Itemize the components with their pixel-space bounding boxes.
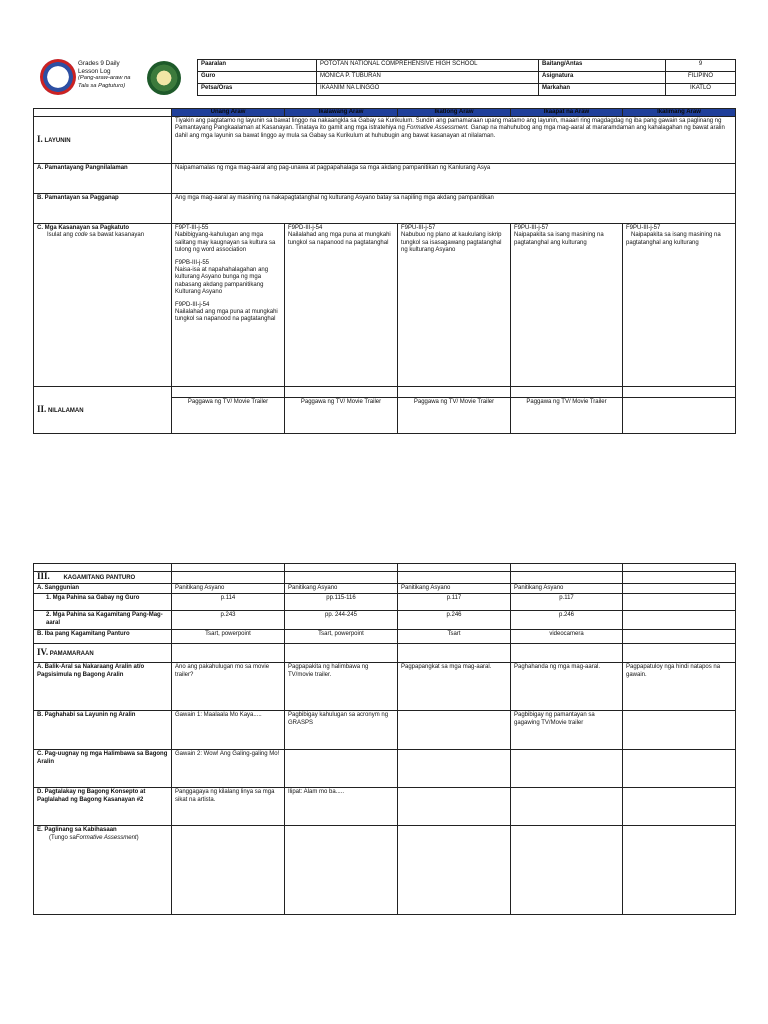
competency-text: Nailalahad ang mga puna at mungkahi tungkol sa napanood na pagtatanghal (175, 309, 278, 323)
paghahabi-label: B. Paghahabi sa Layunin ng Aralin (34, 711, 172, 750)
competency-code: F9PD-III-j-54 (175, 302, 210, 309)
blank-cell (623, 387, 736, 398)
paglinang-heading (34, 826, 172, 915)
blank-cell (398, 644, 511, 663)
section-label: NILALAMAN (47, 407, 84, 414)
kasanayan-day3 (398, 224, 511, 387)
pangmag-label: 2. Mga Pahina sa Kagamitang Pang-Mag-aaral (34, 611, 172, 630)
blank-cell (285, 644, 398, 663)
balik-aral-cell: Ano ang pakahulugan mo sa movie trailer? (172, 663, 285, 711)
sanggunian-cell: Panitikang Asyano (511, 584, 623, 594)
pangmag-cell: p.246 (511, 611, 623, 630)
subject-label: Asignatura (539, 72, 666, 84)
pangmag-cell: p.246 (398, 611, 511, 630)
grade-value: 9 (666, 60, 736, 72)
paghahabi-cell (623, 711, 736, 750)
date-value: IKAANIM NA LINGGO (317, 84, 539, 96)
blank-cell (34, 564, 172, 572)
kasanayan-day5 (623, 224, 736, 387)
pag-uugnay-cell (511, 750, 623, 788)
pagganap-label: B. Pamantayan sa Pagganap (34, 194, 172, 224)
blank-cell (172, 387, 285, 398)
iba-cell: Tsart, powerpoint (285, 630, 398, 644)
subject-value: FILIPINO (666, 72, 736, 84)
blank-cell (285, 826, 398, 915)
blank-cell (623, 826, 736, 915)
layunin-text-italic: Formative Assessment. (406, 125, 469, 132)
competency-text: Naisa-isa at napahahalagahan ang kulturang Asyano bunga ng mga nabasang akdang pampanitikang Kulturang Asyano (175, 267, 269, 295)
nilalaman-cell: Paggawa ng TV/ Movie Trailer (285, 398, 398, 434)
title-line: Grades 9 Daily (78, 60, 120, 67)
kasanayan-label: C. Mga Kasanayan sa Pagkatuto (37, 225, 130, 232)
pangnilalaman-label: A. Pamantayang Pangnilalaman (34, 164, 172, 194)
competency-code: F9PU-III-j-57 (401, 225, 436, 232)
balik-aral-cell: Pagpapatuloy nga hindi natapos na gawain. (623, 663, 736, 711)
quarter-value: IKATLO (666, 84, 736, 96)
competency-code: F9PT-III-j-55 (175, 225, 209, 232)
balik-aral-cell: Paghahanda ng mga mag-aaral. (511, 663, 623, 711)
pagganap-text: Ang mga mag-aaral ay masining na nakapagtatanghal ng kulturang Asyano batay sa napiling mga akdang pampanitikan (172, 194, 736, 224)
quarter-label: Markahan (539, 84, 666, 96)
nilalaman-cell: Paggawa ng TV/ Movie Trailer (511, 398, 623, 434)
section-number: III. (37, 571, 50, 581)
paghahabi-cell: Pagbibigay kahulugan sa acronym ng GRASPS (285, 711, 398, 750)
competency-code: F9PB-III-j-55 (175, 260, 210, 267)
kasanayan-sub-italic: code (74, 232, 88, 239)
pag-uugnay-cell: Gawain 2: Wow! Ang Galing-galing Mo! (172, 750, 285, 788)
title-line: Lesson Log (78, 67, 111, 75)
kasanayan-day1 (172, 224, 285, 387)
kagamitan-heading (34, 572, 172, 584)
gabay-cell: p.114 (172, 594, 285, 611)
blank-cell (398, 826, 511, 915)
title-line: (Pang-araw-araw na (78, 75, 131, 82)
nilalaman-cell: Paggawa ng TV/ Movie Trailer (172, 398, 285, 434)
pagtalakay-cell: Ilipat: Alam mo ba..... (285, 788, 398, 826)
gabay-cell: p.117 (511, 594, 623, 611)
blank-cell (623, 398, 736, 434)
blank-cell (511, 564, 623, 572)
competency-code: F9PU-III-j-57 (514, 225, 549, 232)
blank-cell (285, 572, 398, 584)
blank-cell (398, 387, 511, 398)
day-header: Unang Araw (172, 109, 285, 117)
blank-cell (623, 572, 736, 584)
paglinang-sub-part: (Tungo sa (49, 834, 76, 841)
blank-cell (623, 630, 736, 644)
pagtalakay-cell (398, 788, 511, 826)
section-number: IV. (37, 646, 49, 657)
blank-cell (623, 611, 736, 630)
grade-label: Baitang/Antas (539, 60, 666, 72)
nilalaman-heading (34, 387, 172, 434)
balik-aral-cell: Pagpapakita ng halimbawa ng TV/movie trailer. (285, 663, 398, 711)
section-label: PAMAMARAAN (49, 650, 94, 657)
day-header: Ikaapat na Araw (511, 109, 623, 117)
kasanayan-sub-part: sa bawat kasanayan (89, 232, 145, 239)
blank-cell (623, 644, 736, 663)
blank-cell (172, 644, 285, 663)
blank-cell (623, 594, 736, 611)
sanggunian-cell: Panitikang Asyano (172, 584, 285, 594)
layunin-heading (34, 117, 172, 164)
blank-cell (398, 564, 511, 572)
gabay-cell: pp.115-116 (285, 594, 398, 611)
paghahabi-cell: Gawain 1: Maalaala Mo Kaya..... (172, 711, 285, 750)
deped-seal-icon (40, 59, 76, 95)
section-label: KAGAMITANG PANTURO (63, 575, 136, 581)
date-label: Petsa/Oras (198, 84, 317, 96)
sanggunian-label: A. Sanggunian (34, 584, 172, 594)
kasanayan-sub (37, 232, 168, 239)
pag-uugnay-cell (398, 750, 511, 788)
pag-uugnay-label: C. Pag-uugnay ng mga Halimbawa sa Bagong Aralin (34, 750, 172, 788)
balik-aral-label: A. Balik-Aral sa Nakaraang Aralin at/o Pagsisimula ng Bagong Aralin (34, 663, 172, 711)
teacher-label: Guro (198, 72, 317, 84)
pangmag-cell: p.243 (172, 611, 285, 630)
blank-cell (511, 387, 623, 398)
kasanayan-day4 (511, 224, 623, 387)
pagtalakay-cell (623, 788, 736, 826)
day-header: Ikalawang Araw (285, 109, 398, 117)
iba-cell: videocamera (511, 630, 623, 644)
blank-cell (623, 584, 736, 594)
title-line: Tala sa Pagtuturo) (78, 82, 126, 89)
sanggunian-cell: Panitikang Asyano (398, 584, 511, 594)
gabay-label: 1. Mga Pahina sa Gabay ng Guro (34, 594, 172, 611)
blank-cell (285, 387, 398, 398)
day-header: Ikatlong Araw (398, 109, 511, 117)
balik-aral-cell: Pagpapangkat sa mga mag-aaral. (398, 663, 511, 711)
lesson-log-title (78, 60, 148, 90)
lesson-table-part2 (33, 563, 736, 915)
competency-text: Naipapakita sa isang masining na pagtatanghal ang kulturang (514, 232, 604, 246)
section-label: LAYUNIN (44, 137, 71, 144)
paglinang-label: E. Paglinang sa Kabihasaan (37, 827, 117, 834)
layunin-text-part: Ganap na mahuhubog ang mga mag-aaral at mararamdaman ang kahalagahan ng bawat aralin dahil ang mga layunin sa bawat linggo ay mula sa Gabay sa Kurikulum at huhubugin ang bawat kasanayan at nilalaman. (175, 125, 725, 139)
competency-code: F9PD-III-j-54 (288, 225, 323, 232)
competency-text: Nabibigyang-kahulugan ang mga salitang may kaugnayan sa kultura sa tulong ng word association (175, 232, 276, 253)
blank-cell (34, 109, 172, 117)
blank-cell (172, 572, 285, 584)
iba-label: B. Iba pang Kagamitang Panturo (34, 630, 172, 644)
pamamaraan-heading (34, 644, 172, 663)
blank-cell (172, 564, 285, 572)
kasanayan-heading (34, 224, 172, 387)
pagtalakay-cell (511, 788, 623, 826)
layunin-text-part: Tiyakin ang pagtatamo ng layunin sa bawat linggo na nakaangkla sa Gabay sa Kurikulum. Sundin ang pamamaraan upang matamo ang layunin, maaari ring magdagdag ng iba pang gawain sa paglinang ng Pamantayang Pangkaalaman at Kasanayan. Tinataya ito gamit ang mga istratehiya ng (175, 118, 722, 132)
blank-cell (398, 572, 511, 584)
iba-cell: Tsart (398, 630, 511, 644)
layunin-text (172, 117, 736, 164)
teacher-value: MONICA P. TUBURAN (317, 72, 539, 84)
blank-cell (285, 564, 398, 572)
blank-cell (623, 564, 736, 572)
blank-cell (172, 826, 285, 915)
pag-uugnay-cell (623, 750, 736, 788)
section-number: II. (37, 403, 47, 414)
competency-text: Nabubuo ng plano at kaukulang iskrip tungkol sa isasagawang pagtatanghal ng kulturang Asyano (401, 232, 502, 253)
iba-cell: Tsart, powerpoint (172, 630, 285, 644)
pagtalakay-cell: Panggagaya ng kilalang linya sa mga sikat na artista. (172, 788, 285, 826)
blank-cell (511, 826, 623, 915)
gabay-cell: p.117 (398, 594, 511, 611)
day-header: Ikalimang Araw (623, 109, 736, 117)
school-seal-icon (147, 61, 181, 95)
pag-uugnay-cell (285, 750, 398, 788)
kasanayan-day2 (285, 224, 398, 387)
pagtalakay-label: D. Pagtalakay ng Bagong Konsepto at Paglalahad ng Bagong Kasanayan #2 (34, 788, 172, 826)
pangnilalaman-text: Naipamamalas ng mga mag-aaral ang pag-unawa at pagpapahalaga sa mga akdang pampanitikan ng Kanlurang Asya (172, 164, 736, 194)
nilalaman-cell: Paggawa ng TV/ Movie Trailer (398, 398, 511, 434)
sanggunian-cell: Panitikang Asyano (285, 584, 398, 594)
blank-cell (511, 572, 623, 584)
paghahabi-cell: Pagbibigay ng pamantayan sa gagawing TV/Movie trailer (511, 711, 623, 750)
school-value: POTOTAN NATIONAL COMPREHENSIVE HIGH SCHOOL (317, 60, 539, 72)
paglinang-sub-italic: Formative Assessment (75, 834, 137, 841)
competency-text: Naipapakita sa isang masining na pagtatanghal ang kulturang (626, 232, 721, 246)
paglinang-sub-part: ) (136, 834, 139, 841)
competency-code: F9PU-III-j-57 (626, 225, 661, 232)
lesson-table-part1 (33, 108, 736, 434)
competency-text: Nailalahad ang mga puna at mungkahi tungkol sa napanood na pagtatanghal (288, 232, 391, 246)
pangmag-cell: pp. 244-245 (285, 611, 398, 630)
school-label: Paaralan (198, 60, 317, 72)
kasanayan-sub-part: Isulat ang (47, 232, 74, 239)
header-info-table (197, 59, 736, 96)
paghahabi-cell (398, 711, 511, 750)
section-number: I. (37, 133, 43, 144)
blank-cell (511, 644, 623, 663)
paglinang-sub (37, 835, 168, 842)
